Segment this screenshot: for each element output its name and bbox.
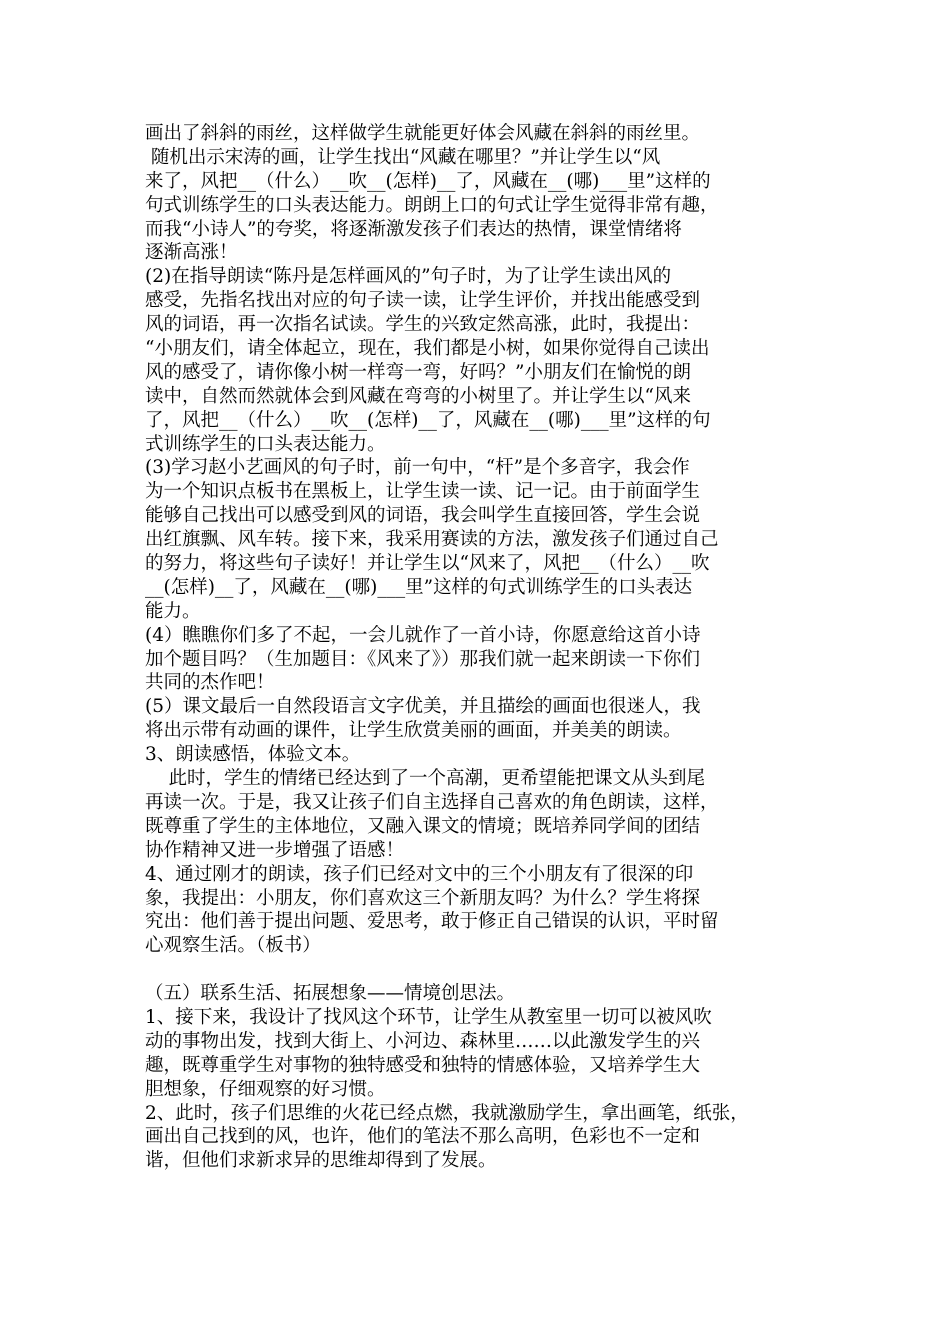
text-line: 谐，但他们求新求异的思维却得到了发展。	[145, 1150, 497, 1172]
text-line: 读中，自然而然就体会到风藏在弯弯的小树里了。并让学生以“风来	[145, 385, 691, 407]
text-line: 象，我提出：小朋友，你们喜欢这三个新朋友吗？为什么？学生将探	[145, 887, 701, 909]
text-line: 究出：他们善于提出问题、爱思考，敢于修正自己错误的认识，平时留	[145, 911, 719, 933]
text-line: “小朋友们，请全体起立，现在，我们都是小树，如果你觉得自己读出	[145, 338, 710, 360]
blank-line	[145, 958, 815, 982]
text-line: 胆想象，仔细观察的好习惯。	[145, 1078, 386, 1100]
text-line: 动的事物出发，找到大街上、小河边、森林里……以此激发学生的兴	[145, 1030, 701, 1052]
text-line: 2、此时，孩子们思维的火花已经点燃，我就激励学生，拿出画笔，纸张，	[145, 1102, 749, 1124]
text-line: 既尊重了学生的主体地位，又融入课文的情境；既培养同学间的团结	[145, 815, 701, 837]
text-line: 风的词语，再一次指名试读。学生的兴致定然高涨，此时，我提出：	[145, 314, 701, 336]
text-line: 风的感受了，请你像小树一样弯一弯，好吗？”小朋友们在愉悦的朗	[145, 361, 691, 383]
text-line: 感受，先指名找出对应的句子读一读，让学生评价，并找出能感受到	[145, 290, 701, 312]
text-line: 4、通过刚才的朗读，孩子们已经对文中的三个小朋友有了很深的印	[145, 863, 694, 885]
text-line: 的努力，将这些句子读好！并让学生以“风来了，风把__（什么）__吹	[145, 553, 710, 575]
text-line: 为一个知识点板书在黑板上，让学生读一读、记一记。由于前面学生	[145, 481, 701, 503]
text-line: (2)在指导朗读“陈丹是怎样画风的”句子时，为了让学生读出风的	[145, 266, 672, 288]
text-line: (3)学习赵小艺画风的句子时，前一句中，“杆”是个多音字，我会作	[145, 457, 690, 479]
text-line: （五）联系生活、拓展想象——情境创思法。	[145, 983, 516, 1005]
text-line: 能够自己找出可以感受到风的词语，我会叫学生直接回答，学生会说	[145, 505, 701, 527]
text-line: (5）课文最后一自然段语言文字优美，并且描绘的画面也很迷人，我	[145, 696, 701, 718]
text-line: __(怎样)__了，风藏在__(哪)___里”这样的句式训练学生的口头表达	[145, 576, 693, 598]
text-line: 此时，学生的情绪已经达到了一个高潮，更希望能把课文从头到尾	[145, 768, 706, 790]
text-line: 随机出示宋涛的画，让学生找出“风藏在哪里？”并让学生以“风	[145, 146, 661, 168]
text-line: 再读一次。于是，我又让孩子们自主选择自己喜欢的角色朗读，这样，	[145, 791, 719, 813]
text-line: 出红旗飘、风车转。接下来，我采用赛读的方法，激发孩子们通过自己	[145, 529, 719, 551]
text-line: 式训练学生的口头表达能力。	[145, 433, 386, 455]
text-line: 加个题目吗？（生加题目：《风来了》）那我们就一起来朗读一下你们	[145, 648, 701, 670]
text-line: (4）瞧瞧你们多了不起，一会儿就作了一首小诗，你愿意给这首小诗	[145, 624, 701, 646]
text-line: 共同的杰作吧！	[145, 672, 275, 694]
text-line: 协作精神又进一步增强了语感！	[145, 839, 405, 861]
text-line: 心观察生活。（板书）	[145, 935, 321, 957]
text-line: 能力。	[145, 600, 201, 622]
text-line: 3、朗读感悟，体验文本。	[145, 744, 361, 766]
text-line: 将出示带有动画的课件，让学生欣赏美丽的画面，并美美的朗读。	[145, 720, 682, 742]
text-line: 趣，既尊重学生对事物的独特感受和独特的情感体验，又培养学生大	[145, 1054, 701, 1076]
text-line: 1、接下来，我设计了找风这个环节，让学生从教室里一切可以被风吹	[145, 1006, 712, 1028]
text-line: 画出自己找到的风，也许，他们的笔法不那么高明，色彩也不一定和	[145, 1126, 701, 1148]
text-line: 句式训练学生的口头表达能力。朗朗上口的句式让学生觉得非常有趣，	[145, 194, 719, 216]
text-line: 来了，风把__（什么）__吹__(怎样)__了，风藏在__(哪)___里”这样的	[145, 170, 711, 192]
text-line: 画出了斜斜的雨丝，这样做学生就能更好体会风藏在斜斜的雨丝里。	[145, 123, 701, 144]
text-line: 而我“小诗人”的夸奖，将逐渐激发孩子们表达的热情，课堂情绪将	[145, 218, 682, 240]
text-line: 逐渐高涨！	[145, 242, 238, 264]
text-line: 了，风把__（什么）__吹__(怎样)__了，风藏在__(哪)___里”这样的句	[145, 409, 711, 431]
document-page	[145, 122, 815, 1173]
